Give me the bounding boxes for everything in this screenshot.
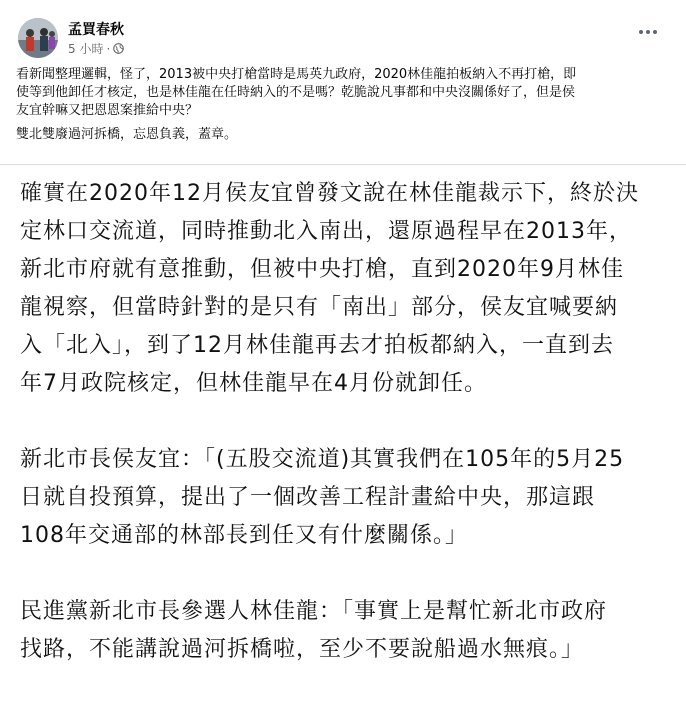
image-paragraph-2: 新北市長侯友宜：「(五股交流道)其實我們在105年的5月25 日就自投預算，提出了一個改善工程計畫給中央，那這跟 108年交通部的林部長到任又有什麼關係。」 (20, 447, 625, 548)
post-caption (16, 66, 670, 150)
image-paragraph-3: 民進黨新北市長參選人林佳龍：「事實上是幫忙新北市政府 找路，不能講說過河拆橋啦，至少不要說船過水無痕。」 (20, 599, 608, 662)
globe-icon[interactable] (113, 43, 124, 54)
caption-paragraph-2: 雙北雙廢過河拆橋，忘恩負義，蓋章。 (16, 127, 238, 142)
post-image[interactable] (0, 165, 686, 702)
more-options-icon[interactable] (634, 22, 662, 42)
image-text-body (20, 175, 670, 702)
author-avatar[interactable] (18, 18, 58, 58)
caption-paragraph-1: 看新聞整理邏輯，怪了，2013被中央打槍當時是馬英九政府，2020林佳龍拍板納入不再打槍，即 使等到他卸任才核定，也是林佳龍在任時納入的不是嗎？乾脆說凡事都和中央沒關係好了，但是侯 友宜幹嘛又把恩恩案推給中央？ (16, 67, 577, 118)
meta-separator: · (106, 41, 111, 56)
author-name[interactable]: 孟買春秋 (68, 22, 124, 38)
post-header (18, 16, 668, 62)
image-paragraph-1: 確實在2020年12月侯友宜曾發文說在林佳龍裁示下，終於決 定林口交流道，同時推動北入南出，還原過程早在2013年， 新北市府就有意推動，但被中央打槍，直到2020年9月林佳 龍視察，但當時針對的是只有「南出」部分，侯友宜喊要納 入「北入」，到了12月林佳龍再去才拍板都納入，一直到去 年7月政院核定，但林佳龍早在4月份就卸任。 (20, 181, 639, 396)
post-timestamp[interactable]: 5 小時 (68, 42, 104, 56)
post-meta (68, 40, 124, 57)
